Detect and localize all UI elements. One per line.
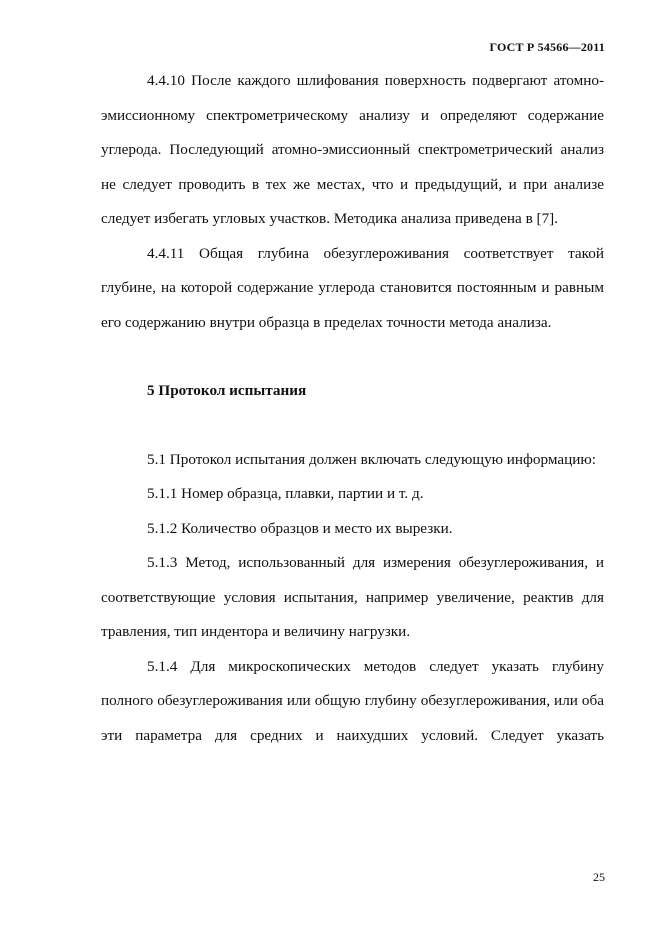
paragraph-4-4-10: 4.4.10 После каждого шлифования поверхность подвергают атомно-эмиссионному спектрометрическому анализу и определяют содержание углерода. Последующий атомно-эмиссионный спектрометрический анализ не следует проводить в тех же местах, что и предыдущий, и при анализе следует избегать угловых участков. Методика анализа приведена в [7]. [101, 72, 604, 227]
paragraph-5-1-4: 5.1.4 Для микроскопических методов следует указать глубину полного обезуглероживания или общую глубину обезуглероживания, или оба эти параметра для средних и наихудших условий. Следует указать [101, 657, 604, 744]
paragraph-5-1-2: 5.1.2 Количество образцов и место их вырезки. [147, 519, 453, 537]
paragraph-5-1-1: 5.1.1 Номер образца, плавки, партии и т. д. [147, 485, 424, 502]
page-number: 25 [593, 870, 605, 884]
section-5-heading: 5 Протокол испытания [147, 382, 307, 399]
paragraph-5-1: 5.1 Протокол испытания должен включать следующую информацию: [147, 450, 596, 468]
page-content [101, 64, 604, 753]
paragraph-4-4-11: 4.4.11 Общая глубина обезуглероживания соответствует такой глубине, на которой содержание углерода становится постоянным и равным его содержанию внутри образца в пределах точности метода анализа. [101, 244, 604, 331]
paragraph-5-1-3: 5.1.3 Метод, использованный для измерения обезуглероживания, и соответствующие условия испытания, например увеличение, реактив для травления, тип индентора и величину нагрузки. [101, 554, 604, 640]
spacer [101, 340, 604, 374]
spacer [101, 409, 604, 443]
document-header [489, 40, 605, 55]
standard-code: ГОСТ Р 54566—2011 [489, 40, 605, 54]
